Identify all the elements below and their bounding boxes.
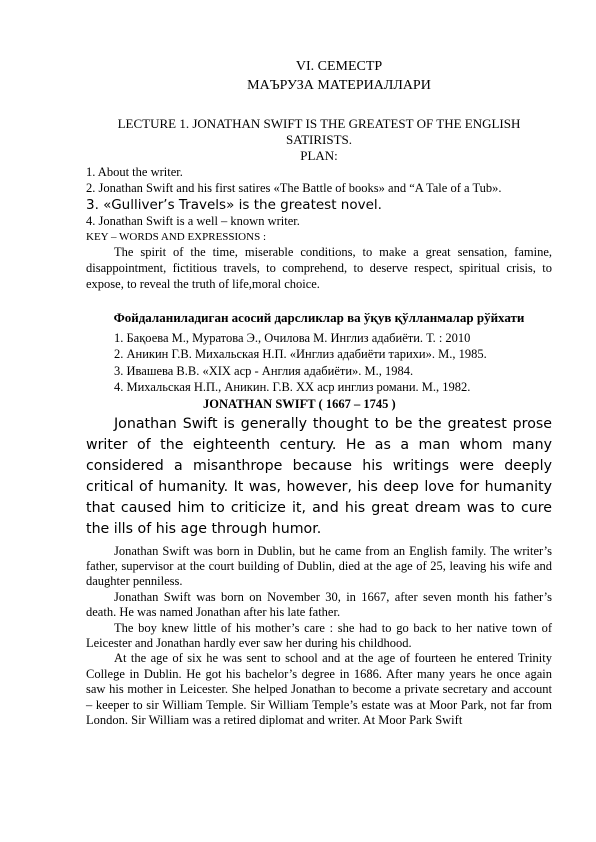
- literature-item: 4. Михальская Н.П., Аникин. Г.В. XX аср инглиз романи. М., 1982.: [114, 380, 471, 394]
- literature-item: 3. Ивашева В.В. «XIX аср - Англия адабиёти». М., 1984.: [114, 363, 414, 378]
- intro-paragraph: Jonathan Swift is generally thought to be the greatest prose writer of the eighteenth century. He as a man whom many considered a misanthrope because his writings were deeply critical of humanity. It was, however, his deep love for humanity that caused him to criticize it, and his great dream was to cure the ills of his age through humor.: [86, 415, 552, 537]
- literature-title: Фойдаланиладиган асосий дарсликлар ва ўқув қўлланмалар рўйхати: [113, 309, 525, 325]
- body-paragraph: The boy knew little of his mother’s care : she had to go back to her native town of Leicester and Jonathan hardly ever saw her during his childhood.: [86, 620, 552, 650]
- semester-heading: VI. СЕМЕСТР: [295, 59, 383, 74]
- keywords-label: KEY – WORDS AND EXPRESSIONS :: [86, 230, 266, 243]
- materials-heading: МАЪРУЗА МАТЕРИАЛЛАРИ: [247, 78, 431, 93]
- plan-item: 2. Jonathan Swift and his first satires «The Battle of books» and “A Tale of a Tub».: [86, 180, 502, 195]
- plan-item: 1. About the writer.: [86, 165, 183, 179]
- plan-item: 3. «Gulliver’s Travels» is the greatest novel.: [86, 197, 382, 213]
- plan-label: PLAN:: [300, 148, 338, 163]
- section-title: JONATHAN SWIFT ( 1667 – 1745 ): [203, 396, 396, 411]
- body-paragraph: Jonathan Swift was born in Dublin, but he came from an English family. The writer’s father, supervisor at the court building of Dublin, died at the age of 25, leaving his wife and daughter penniless.: [86, 543, 552, 589]
- body-paragraph: At the age of six he was sent to school and at the age of fourteen he entered Trinity College in Dublin. He got his bachelor’s degree in 1686. After many years he once again saw his mother in Leicester. She helped Jonathan to become a private secretary and account – keeper to sir William Temple. Sir William Temple’s estate was at Moor Park, not far from London. Sir William was a retired diplomat and writer. At Moor Park Swift: [86, 651, 552, 727]
- plan-list: [86, 165, 552, 230]
- literature-list: [86, 330, 552, 396]
- lecture-title: LECTURE 1. JONATHAN SWIFT IS THE GREATEST OF THE ENGLISH SATIRISTS.: [117, 116, 521, 147]
- literature-item: 1. Бақоева М., Муратова Э., Очилова М. Инглиз адабиёти. Т. : 2010: [114, 330, 471, 345]
- plan-item: 4. Jonathan Swift is a well – known writer.: [86, 214, 300, 228]
- literature-item: 2. Аникин Г.В. Михальская Н.П. «Инглиз адабиёти тарихи». М., 1985.: [114, 347, 487, 361]
- body-paragraph: Jonathan Swift was born on November 30, in 1667, after seven month his father’s death. He was named Jonathan after his late father.: [86, 589, 552, 620]
- keywords-text: The spirit of the time, miserable conditions, to make a great sensation, famine, disappointment, fictitious travels, to comprehend, to deserve respect, spiritual crisis, to expose, to reveal the truth of life,moral choice.: [86, 244, 552, 291]
